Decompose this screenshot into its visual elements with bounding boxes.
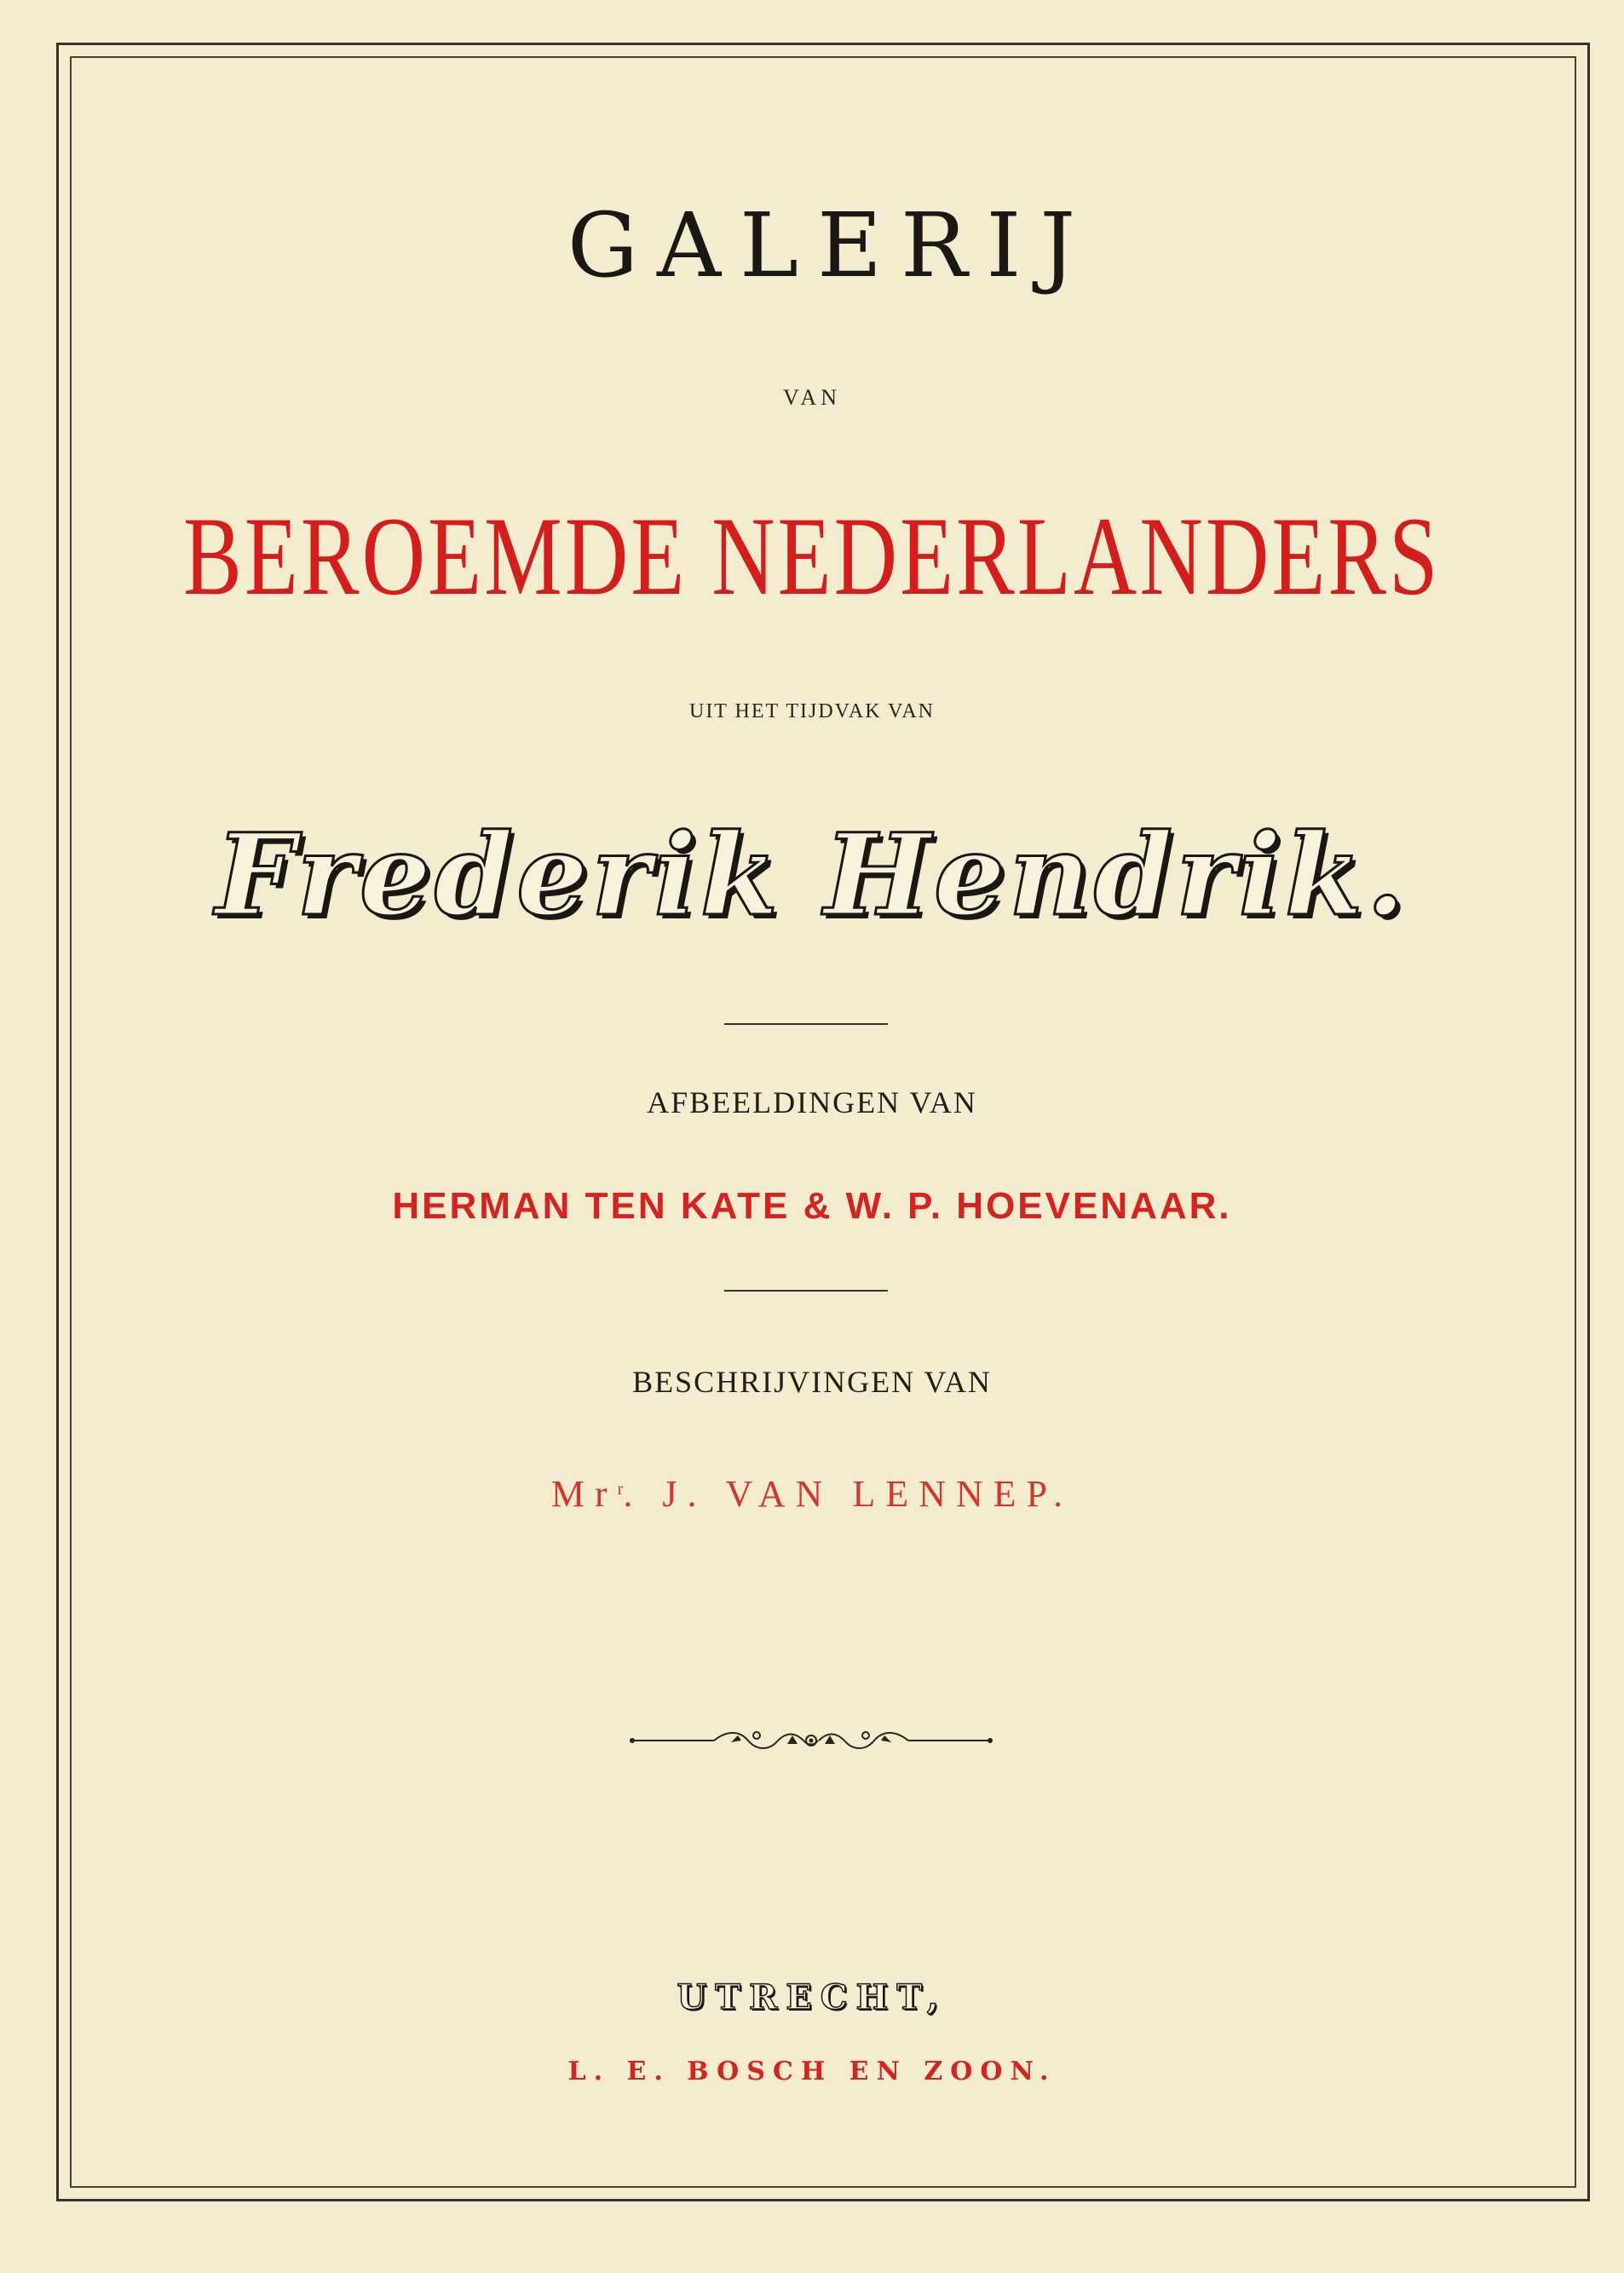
ornament-flourish xyxy=(629,1725,993,1756)
author: Mr$^r$. J. VAN LENNEP. xyxy=(550,1473,1074,1515)
descriptions-label: BESCHRIJVINGEN VAN xyxy=(632,1365,992,1399)
author-name: . J. VAN LENNEP. xyxy=(623,1473,1074,1515)
place-of-publication: UTRECHT, xyxy=(677,1977,947,2017)
period-name: Frederik Hendrik. xyxy=(215,809,1409,941)
period-intro: UIT HET TIJDVAK VAN xyxy=(688,700,936,722)
illustrators: HERMAN TEN KATE & W. P. HOEVENAAR. xyxy=(392,1185,1232,1227)
inner-frame-border xyxy=(70,56,1576,2188)
subtitle xyxy=(0,492,1624,620)
main-title: GALERIJ xyxy=(567,193,1095,297)
title-connector: VAN xyxy=(783,385,841,410)
publisher: L. E. BOSCH EN ZOON. xyxy=(567,2057,1057,2086)
divider-rule xyxy=(724,1290,888,1292)
divider-rule xyxy=(724,1023,888,1025)
author-prefix: Mr xyxy=(550,1473,618,1515)
illustrations-label: AFBEELDINGEN VAN xyxy=(647,1085,977,1119)
subtitle-text: BEROEMDE NEDERLANDERS xyxy=(183,493,1441,619)
